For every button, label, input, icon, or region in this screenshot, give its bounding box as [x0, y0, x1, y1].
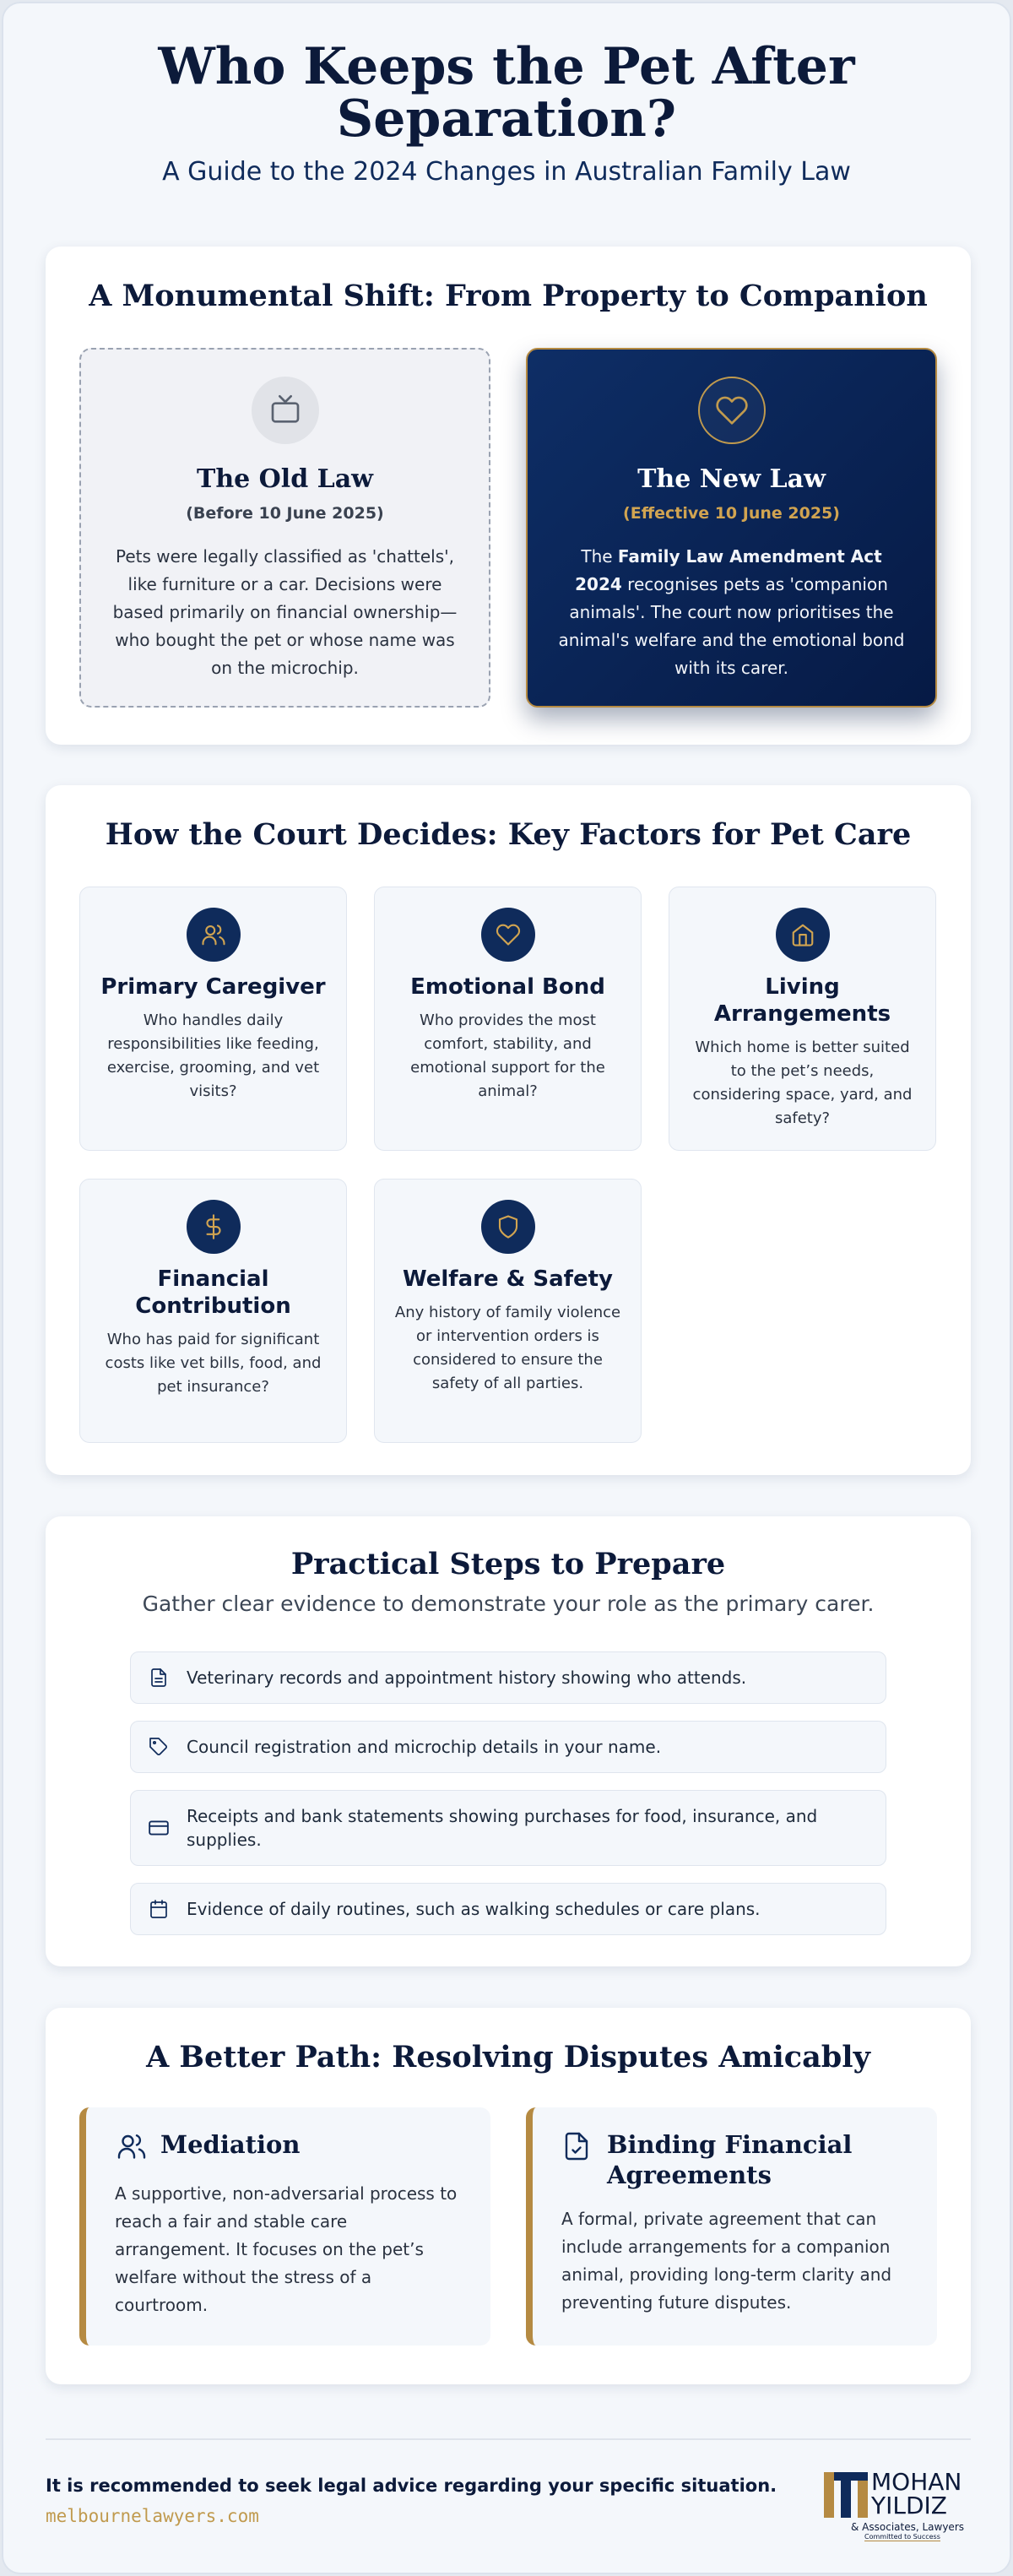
factor-description: Which home is better suited to the pet’s needs, considering space, yard, and safety? [692, 1039, 913, 1127]
page [2, 2, 1011, 2574]
step-text: Council registration and microchip details in your name. [187, 1737, 662, 1757]
factor-title: Financial Contribution [135, 1266, 291, 1319]
logo-line-1: MOHAN [871, 2468, 962, 2496]
step-text: Receipts and bank statements showing purchases for food, insurance, and supplies. [187, 1806, 818, 1850]
steps-heading: Practical Steps to Prepare [290, 1547, 726, 1581]
old-law-card [79, 348, 490, 708]
step-item [130, 1790, 886, 1866]
logo-mark [822, 2470, 869, 2519]
new-law-date: (Effective 10 June 2025) [623, 504, 840, 523]
new-law-title: The New Law [637, 464, 826, 494]
tv-icon [252, 377, 319, 444]
steps-section [46, 1516, 971, 1966]
logo-line-2: YILDIZ [871, 2492, 947, 2519]
factor-card [79, 1179, 347, 1443]
old-law-title: The Old Law [197, 464, 373, 494]
dollar-icon [187, 1200, 241, 1254]
factors-heading: How the Court Decides: Key Factors for Pet Care [105, 817, 912, 852]
factor-card [79, 887, 347, 1151]
footer-divider [46, 2438, 971, 2440]
factor-title: Living Arrangements [713, 974, 891, 1027]
heart-icon [698, 377, 766, 444]
home-icon [776, 908, 830, 962]
paths-heading: A Better Path: Resolving Disputes Amicably [146, 2040, 870, 2074]
factor-card [669, 887, 936, 1151]
shield-icon [481, 1200, 535, 1254]
step-text: Evidence of daily routines, such as walking schedules or care plans. [187, 1899, 761, 1919]
firm-logo [822, 2468, 971, 2541]
users-icon [187, 908, 241, 962]
logo-tagline: & Associates, Lawyers [851, 2521, 965, 2533]
website-link[interactable]: melbournelawyers.com [46, 2506, 259, 2526]
new-law-description [556, 543, 907, 682]
path-title: Mediation [160, 2130, 301, 2159]
factor-card [374, 887, 642, 1151]
step-text: Veterinary records and appointment history showing who attends. [187, 1668, 747, 1688]
path-description: A formal, private agreement that can include arrangements for a companion animal, providing long-term clarity and preventing future disputes. [561, 2209, 892, 2313]
path-card [526, 2107, 937, 2346]
page-subtitle: A Guide to the 2024 Changes in Australian Family Law [162, 157, 851, 187]
document-icon [146, 1668, 171, 1688]
path-header [561, 2129, 910, 2190]
new-law-desc-post: recognises pets as 'companion animals'. The court now prioritises the animal's welfare and the emotional bond with its carer. [558, 574, 905, 678]
path-description: A supportive, non-adversarial process to reach a fair and stable care arrangement. It focuses on the pet’s welfare without the stress of a courtroom. [115, 2183, 458, 2315]
heart-icon [481, 908, 535, 962]
old-law-date: (Before 10 June 2025) [186, 504, 384, 523]
users-icon [115, 2129, 149, 2165]
path-card [79, 2107, 490, 2346]
credit-card-icon [146, 1817, 171, 1839]
factor-description: Who provides the most comfort, stability, and emotional support for the animal? [410, 1011, 605, 1100]
shift-heading: A Monumental Shift: From Property to Companion [89, 279, 928, 313]
paths-section [46, 2008, 971, 2384]
factor-description: Any history of family violence or intervention orders is considered to ensure the safety of all parties. [394, 1304, 621, 1392]
path-header [115, 2129, 463, 2165]
factors-section [46, 785, 971, 1475]
step-item [130, 1651, 886, 1704]
steps-subheading: Gather clear evidence to demonstrate your role as the primary carer. [142, 1592, 875, 1616]
factor-card [374, 1179, 642, 1443]
tag-icon [146, 1737, 171, 1757]
new-law-desc-pre: The [581, 546, 618, 567]
file-check-icon [561, 2129, 595, 2165]
hero-header [3, 3, 1010, 187]
logo-motto: Committed to Success [864, 2533, 940, 2541]
step-item [130, 1721, 886, 1773]
factor-title: Welfare & Safety [403, 1266, 613, 1292]
calendar-icon [146, 1899, 171, 1919]
path-title: Binding Financial Agreements [607, 2130, 853, 2189]
page-title: Who Keeps the Pet After Separation? [158, 37, 855, 149]
step-item [130, 1883, 886, 1935]
legal-advice-note: It is recommended to seek legal advice regarding your specific situation. [46, 2476, 777, 2496]
factor-description: Who handles daily responsibilities like feeding, exercise, grooming, and vet visits? [106, 1011, 320, 1100]
factor-description: Who has paid for significant costs like vet bills, food, and pet insurance? [105, 1331, 322, 1396]
factor-title: Emotional Bond [410, 974, 605, 1000]
new-law-card [526, 348, 937, 708]
factor-title: Primary Caregiver [100, 974, 326, 1000]
shift-section [46, 247, 971, 745]
new-law-act-name: Family Law Amendment Act 2024 [575, 546, 882, 594]
old-law-description: Pets were legally classified as 'chattels', like furniture or a car. Decisions were based primarily on financial ownership—who bought the pet or whose name was on the microchip. [112, 546, 458, 678]
